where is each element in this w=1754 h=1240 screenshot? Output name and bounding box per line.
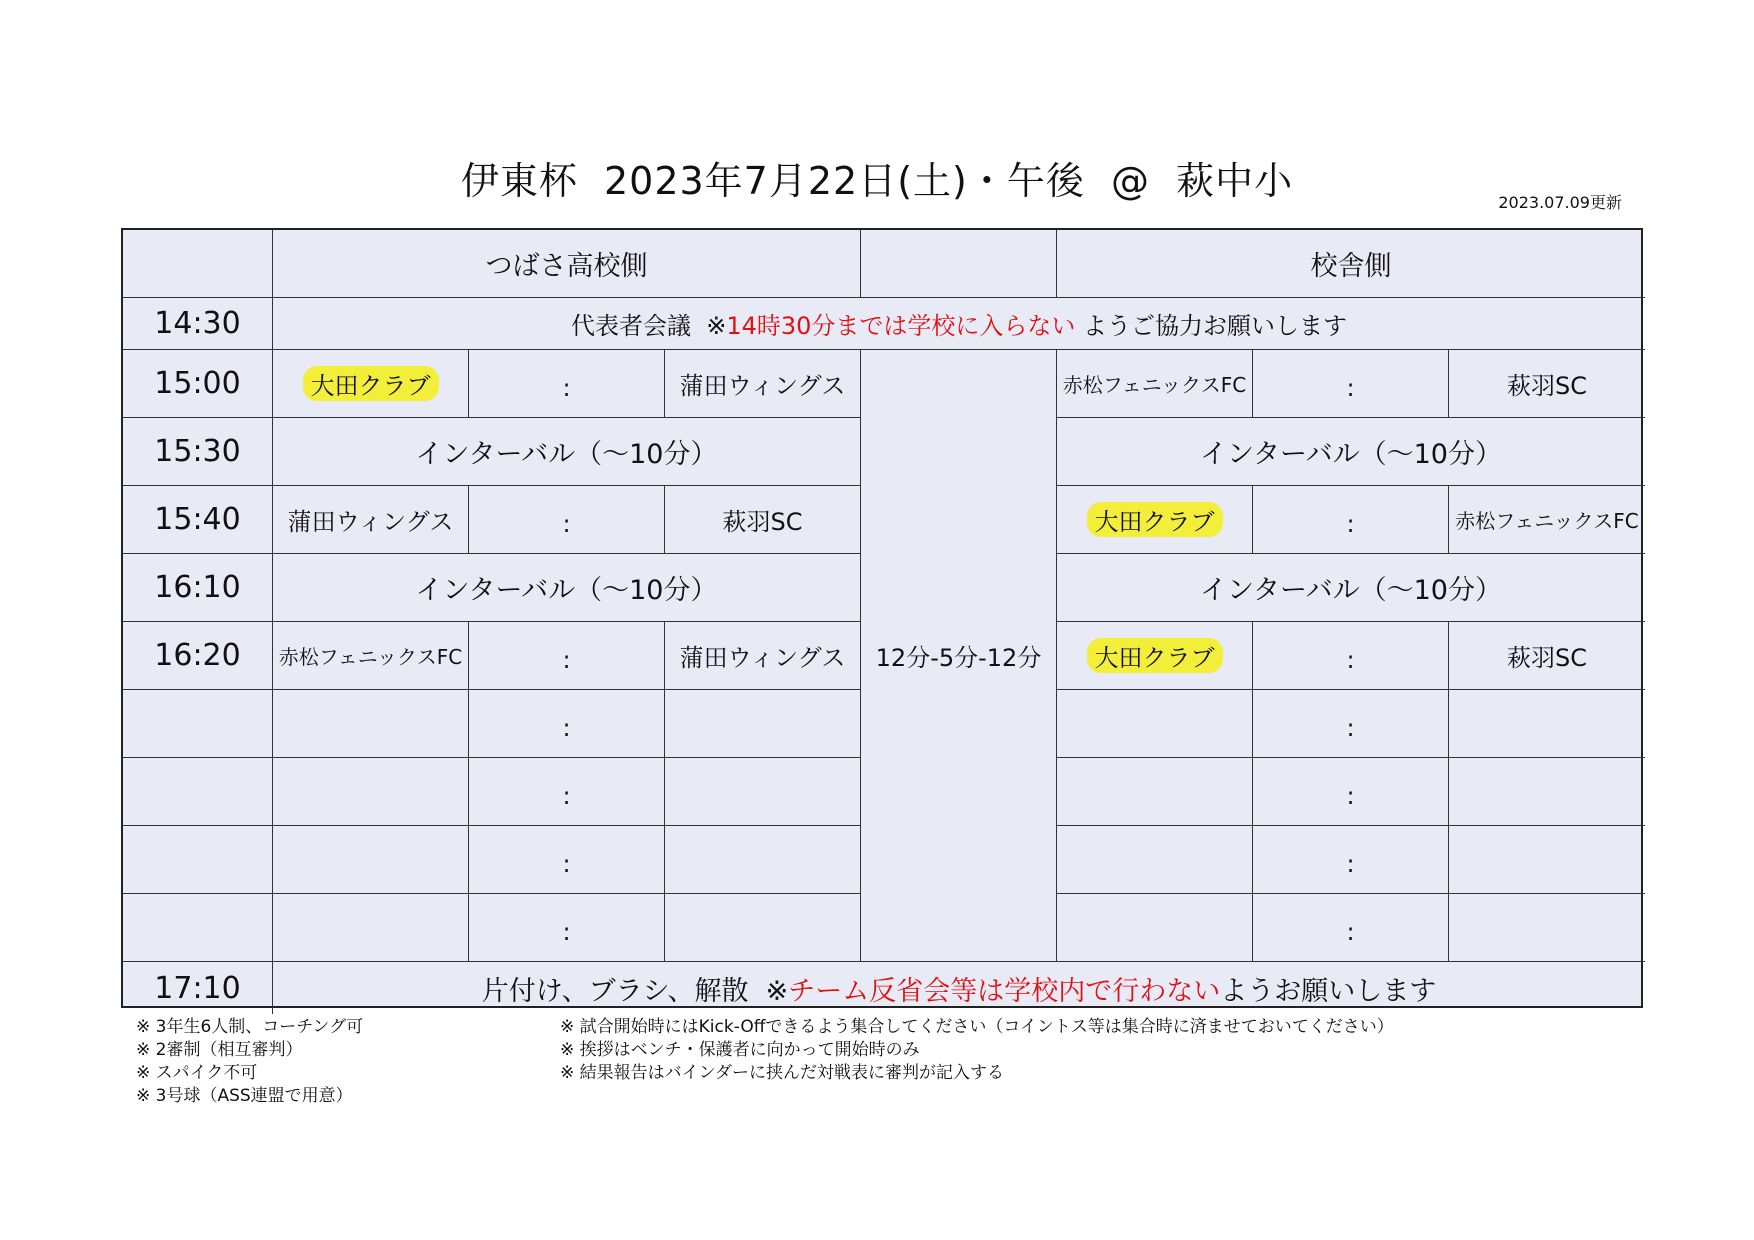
updated-date: 2023.07.09更新 (1498, 193, 1622, 212)
team-cell: 蒲田ウィングス (273, 486, 469, 554)
empty-cell (123, 826, 273, 894)
score-colon: : (1253, 350, 1449, 418)
empty-cell (273, 758, 469, 826)
empty-cell (123, 758, 273, 826)
meeting-text: 代表者会議 ※ (570, 312, 727, 340)
team-cell: 蒲田ウィングス (665, 350, 861, 418)
score-colon: : (1253, 486, 1449, 554)
empty-cell (1449, 690, 1645, 758)
empty-cell (1057, 758, 1253, 826)
score-colon: : (469, 758, 665, 826)
empty-cell (665, 826, 861, 894)
team-cell (273, 350, 469, 418)
time-cell: 16:20 (123, 622, 273, 690)
score-colon: : (469, 350, 665, 418)
score-colon: : (1253, 894, 1449, 962)
team-cell: 赤松フェニックスFC (1057, 350, 1253, 418)
empty-cell (1057, 894, 1253, 962)
closing-text-end: ようお願いします (1220, 975, 1437, 1007)
empty-cell (665, 758, 861, 826)
team-cell: 赤松フェニックスFC (1449, 486, 1645, 554)
score-colon: : (469, 622, 665, 690)
empty-cell (1057, 826, 1253, 894)
closing-warning: チーム反省会等は学校内で行わない (788, 975, 1221, 1007)
empty-cell (1057, 690, 1253, 758)
meeting-notice (273, 298, 1645, 350)
score-colon: : (469, 486, 665, 554)
score-colon: : (1253, 622, 1449, 690)
header-corner (123, 230, 273, 298)
score-colon: : (469, 690, 665, 758)
empty-cell (273, 894, 469, 962)
closing-text: 片付け、ブラシ、解散 ※ (481, 975, 789, 1007)
page-title: 伊東杯 2023年7月22日(土)・午後 @ 萩中小 (460, 159, 1294, 203)
note-item: ※ 2審制（相互審判） (136, 1040, 303, 1060)
time-cell: 16:10 (123, 554, 273, 622)
note-item: ※ スパイク不可 (136, 1063, 258, 1083)
score-colon: : (1253, 826, 1449, 894)
header-middle (861, 230, 1057, 298)
score-colon: : (469, 894, 665, 962)
schedule-table (121, 228, 1643, 1008)
time-cell: 15:30 (123, 418, 273, 486)
header-right-side: 校舎側 (1057, 230, 1645, 298)
empty-cell (273, 690, 469, 758)
header-left-side: つばさ高校側 (273, 230, 861, 298)
team-name-highlighted: 大田クラブ (303, 366, 439, 401)
time-cell: 15:40 (123, 486, 273, 554)
team-cell: 赤松フェニックスFC (273, 622, 469, 690)
note-item: ※ 挨拶はベンチ・保護者に向かって開始時のみ (560, 1040, 920, 1060)
empty-cell (1449, 826, 1645, 894)
interval-right: インターバル（～10分） (1057, 418, 1645, 486)
empty-cell (1449, 758, 1645, 826)
notes-left (136, 1016, 363, 1108)
meeting-warning: 14時30分までは学校に入らない (726, 312, 1076, 340)
empty-cell (273, 826, 469, 894)
score-colon: : (1253, 690, 1449, 758)
note-item: ※ 3年生6人制、コーチング可 (136, 1017, 364, 1037)
closing-notice (273, 962, 1645, 1014)
note-item: ※ 結果報告はバインダーに挟んだ対戦表に審判が記入する (560, 1063, 1004, 1083)
team-cell (1057, 622, 1253, 690)
score-colon: : (1253, 758, 1449, 826)
note-item: ※ 試合開始時にはKick-Offできるよう集合してください（コイントス等は集合時に済ませておいてください） (560, 1017, 1394, 1037)
time-cell: 15:00 (123, 350, 273, 418)
time-cell: 17:10 (123, 962, 273, 1014)
time-cell: 14:30 (123, 298, 273, 350)
team-cell: 萩羽SC (1449, 622, 1645, 690)
team-cell: 萩羽SC (1449, 350, 1645, 418)
team-cell: 蒲田ウィングス (665, 622, 861, 690)
note-item: ※ 3号球（ASS連盟で用意） (136, 1086, 353, 1106)
team-cell: 萩羽SC (665, 486, 861, 554)
team-name-highlighted: 大田クラブ (1087, 638, 1223, 673)
interval-left: インターバル（～10分） (273, 418, 861, 486)
team-cell (1057, 486, 1253, 554)
empty-cell (123, 690, 273, 758)
score-colon: : (469, 826, 665, 894)
match-format: 12分-5分-12分 (861, 350, 1057, 962)
interval-right: インターバル（～10分） (1057, 554, 1645, 622)
empty-cell (1449, 894, 1645, 962)
team-name-highlighted: 大田クラブ (1087, 502, 1223, 537)
interval-left: インターバル（～10分） (273, 554, 861, 622)
meeting-text-end: ようご協力お願いします (1075, 312, 1348, 340)
empty-cell (665, 690, 861, 758)
notes-right (560, 1016, 1394, 1085)
empty-cell (665, 894, 861, 962)
empty-cell (123, 894, 273, 962)
